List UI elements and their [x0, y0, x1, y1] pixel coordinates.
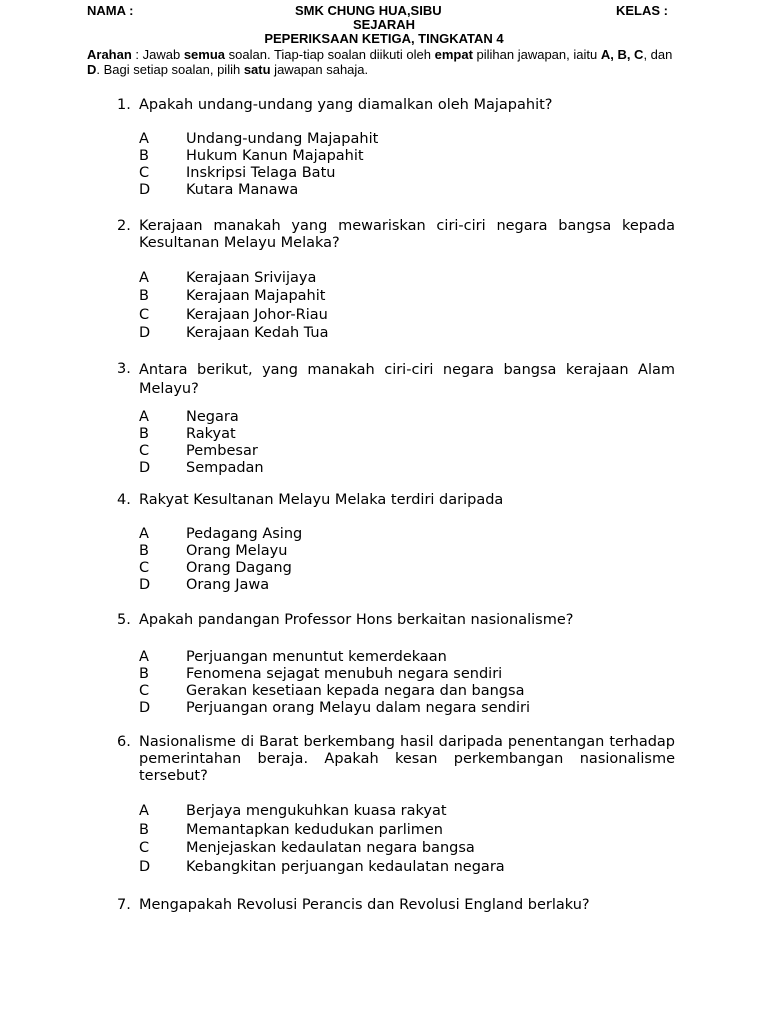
question-text: Nasionalisme di Barat berkembang hasil daripada penentangan terhadap pemerintahan beraja. Apakah kesan perkembangan nasionalisme tersebut? — [139, 734, 675, 784]
option-c — [139, 165, 675, 182]
option-a — [139, 802, 675, 821]
question-4 — [117, 492, 675, 594]
subject-title: SEJARAH — [352, 17, 416, 32]
option-letter: A — [139, 131, 149, 147]
option-text: Kerajaan Majapahit — [186, 288, 326, 305]
option-c — [139, 306, 675, 324]
question-number: 4. — [117, 492, 131, 508]
option-b — [139, 148, 675, 165]
option-d — [139, 324, 675, 342]
option-text: Inskripsi Telaga Batu — [186, 165, 336, 181]
question-number: 1. — [117, 97, 131, 113]
option-letter: D — [139, 324, 151, 341]
school-name: SMK CHUNG HUA,SIBU — [295, 3, 442, 18]
option-text: Hukum Kanun Majapahit — [186, 148, 364, 164]
question-number: 7. — [117, 897, 131, 913]
options-list — [139, 131, 675, 199]
option-text: Perjuangan orang Melayu dalam negara sendiri — [186, 700, 531, 716]
option-b — [139, 543, 675, 560]
option-letter: B — [139, 288, 149, 305]
question-2 — [117, 218, 675, 342]
question-number: 3. — [117, 361, 131, 377]
option-letter: D — [139, 577, 151, 593]
option-b — [139, 287, 675, 305]
option-letter: D — [139, 858, 151, 875]
question-number: 5. — [117, 612, 131, 628]
question-text: Rakyat Kesultanan Melayu Melaka terdiri daripada — [139, 492, 504, 508]
question-text: Kerajaan manakah yang mewariskan ciri-ciri negara bangsa kepada Kesultanan Melayu Melaka? — [139, 218, 675, 251]
option-text: Pedagang Asing — [186, 526, 303, 542]
option-d — [139, 577, 675, 594]
option-c — [139, 443, 675, 460]
option-text: Pembesar — [186, 443, 258, 459]
option-c — [139, 560, 675, 577]
option-b — [139, 426, 675, 443]
option-letter: C — [139, 683, 150, 699]
option-d — [139, 700, 675, 717]
question-text: Mengapakah Revolusi Perancis dan Revolusi England berlaku? — [139, 897, 590, 913]
option-text: Kutara Manawa — [186, 182, 299, 198]
option-text: Negara — [186, 409, 239, 425]
option-d — [139, 858, 675, 877]
instructions: Arahan : Jawab semua soalan. Tiap-tiap soalan diikuti oleh empat pilihan jawapan, iaitu A, B, C, dan D. Bagi setiap soalan, pilih satu jawapan sahaja. — [87, 47, 673, 77]
option-d — [139, 460, 675, 477]
option-a — [139, 131, 675, 148]
instructions-label: Arahan — [87, 47, 132, 62]
option-a — [139, 526, 675, 543]
option-text: Orang Melayu — [186, 543, 288, 559]
option-letter: A — [139, 649, 149, 665]
option-text: Berjaya mengukuhkan kuasa rakyat — [186, 803, 447, 819]
option-letter: D — [139, 460, 151, 476]
option-text: Undang-undang Majapahit — [186, 131, 379, 147]
option-letter: B — [139, 426, 149, 442]
option-letter: B — [139, 821, 149, 838]
question-number: 6. — [117, 734, 131, 750]
question-text: Apakah undang-undang yang diamalkan oleh Majapahit? — [139, 97, 553, 113]
options-list — [139, 649, 675, 717]
option-c — [139, 683, 675, 700]
options-list — [139, 526, 675, 594]
option-letter: B — [139, 148, 149, 164]
option-letter: C — [139, 306, 150, 323]
question-5 — [117, 612, 675, 717]
option-letter: C — [139, 165, 150, 181]
option-text: Perjuangan menuntut kemerdekaan — [186, 649, 447, 665]
name-label: NAMA : — [87, 3, 134, 18]
option-letter: C — [139, 560, 150, 576]
option-letter: C — [139, 443, 150, 459]
option-text: Sempadan — [186, 460, 264, 476]
option-b — [139, 666, 675, 683]
option-c — [139, 839, 675, 858]
question-7 — [117, 897, 675, 914]
option-letter: D — [139, 700, 151, 716]
option-letter: B — [139, 666, 149, 682]
option-a — [139, 269, 675, 287]
class-label: KELAS : — [616, 3, 668, 18]
question-3 — [117, 361, 675, 477]
option-letter: A — [139, 409, 149, 425]
option-b — [139, 821, 675, 840]
option-text: Fenomena sejagat menubuh negara sendiri — [186, 666, 503, 682]
option-text: Kerajaan Srivijaya — [186, 270, 317, 286]
options-list — [139, 802, 675, 876]
option-letter: B — [139, 543, 149, 559]
question-text: Apakah pandangan Professor Hons berkaitan nasionalisme? — [139, 612, 574, 628]
option-letter: A — [139, 270, 149, 286]
option-text: Gerakan kesetiaan kepada negara dan bangsa — [186, 683, 525, 699]
option-text: Orang Jawa — [186, 577, 270, 593]
question-1 — [117, 97, 675, 199]
option-text: Orang Dagang — [186, 560, 292, 576]
option-text: Kerajaan Johor-Riau — [186, 306, 328, 323]
option-text: Kebangkitan perjuangan kedaulatan negara — [186, 858, 505, 875]
option-text: Menjejaskan kedaulatan negara bangsa — [186, 840, 475, 856]
option-text: Rakyat — [186, 426, 236, 442]
option-letter: A — [139, 526, 149, 542]
option-a — [139, 409, 675, 426]
question-text: Antara berikut, yang manakah ciri-ciri negara bangsa kerajaan Alam Melayu? — [139, 362, 675, 397]
options-list — [139, 269, 675, 342]
option-text: Memantapkan kedudukan parlimen — [186, 821, 443, 838]
option-a — [139, 649, 675, 666]
option-letter: D — [139, 182, 151, 198]
exam-title: PEPERIKSAAN KETIGA, TINGKATAN 4 — [264, 31, 504, 46]
option-d — [139, 182, 675, 199]
options-list — [139, 409, 675, 477]
option-letter: C — [139, 840, 150, 856]
question-6 — [117, 734, 675, 876]
question-number: 2. — [117, 218, 131, 234]
option-letter: A — [139, 803, 149, 819]
option-text: Kerajaan Kedah Tua — [186, 324, 329, 341]
